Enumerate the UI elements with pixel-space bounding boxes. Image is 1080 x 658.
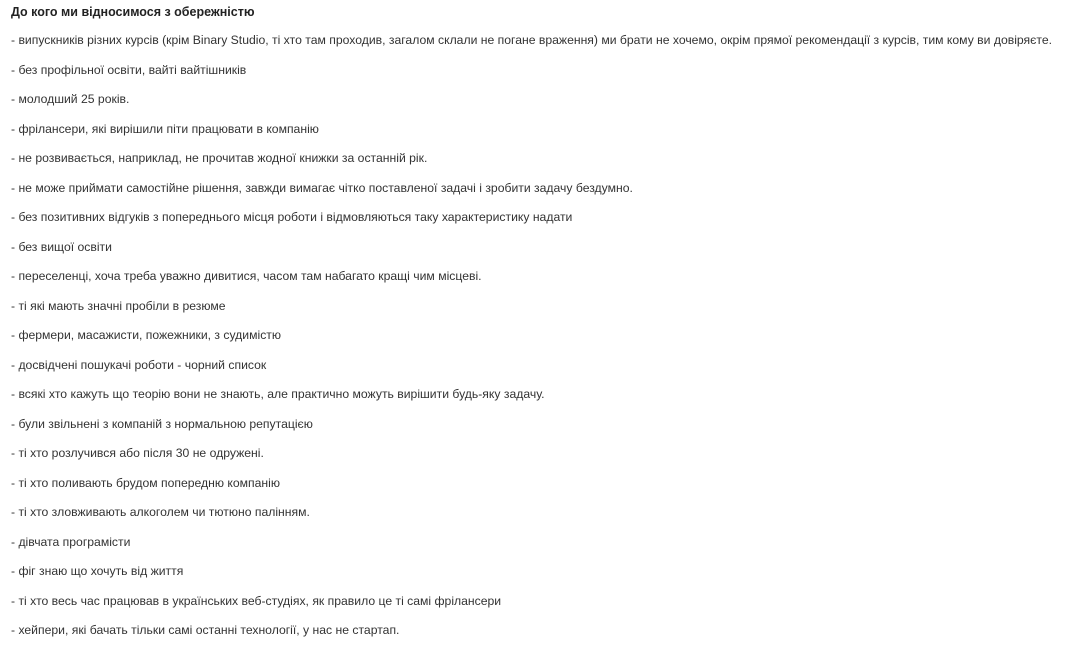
list-item: - фермери, масажисти, пожежники, з судимістю	[11, 328, 282, 342]
document-heading: До кого ми відносимося з обережністю	[11, 5, 255, 19]
list-item: - фіг знаю що хочуть від життя	[11, 564, 184, 578]
list-item: - переселенці, хоча треба уважно дивитися, часом там набагато кращі чим місцеві.	[11, 269, 482, 283]
list-item: - ті хто весь час працював в українських веб-студіях, як правило це ті самі фрілансери	[11, 593, 502, 608]
list-item: - хейпери, які бачать тільки самі останні технології, у нас не стартап.	[11, 623, 400, 637]
list-item: - ті хто поливають брудом попередню компанію	[11, 475, 280, 490]
list-item: - всякі хто кажуть що теорію вони не знають, але практично можуть вирішити будь-яку задачу.	[11, 387, 545, 401]
list-item: - фрілансери, які вирішили піти працювати в компанію	[11, 121, 319, 136]
list-item: - дівчата програмісти	[11, 534, 131, 549]
caution-list	[11, 32, 1080, 638]
list-item: - не може приймати самостійне рішення, завжди вимагає чітко поставленої задачі і зробити задачу бездумно.	[11, 180, 633, 195]
list-item: - молодший 25 років.	[11, 92, 130, 106]
list-item: - ті хто розлучився або після 30 не одружені.	[11, 446, 264, 460]
list-item: - були звільнені з компаній з нормальною репутацією	[11, 416, 313, 431]
list-item: - випускників різних курсів (крім Binary Studio, ті хто там проходив, загалом склали не погане враження) ми брати не хочемо, окрім прямої рекомендації з курсів, тим кому ви довіряєте.	[11, 33, 1052, 47]
list-item: - ті які мають значні пробіли в резюме	[11, 298, 226, 313]
list-item: - без вищої освіти	[11, 239, 112, 254]
list-item: - без позитивних відгуків з попереднього місця роботи і відмовляються таку характеристику надати	[11, 210, 573, 224]
list-item: - досвідчені пошукачі роботи - чорний список	[11, 357, 267, 372]
list-item: - ті хто зловживають алкоголем чи тютюно палінням.	[11, 505, 310, 519]
list-item: - без профільної освіти, вайті вайтішників	[11, 62, 247, 77]
list-item: - не розвивається, наприклад, не прочитав жодної книжки за останній рік.	[11, 151, 428, 165]
